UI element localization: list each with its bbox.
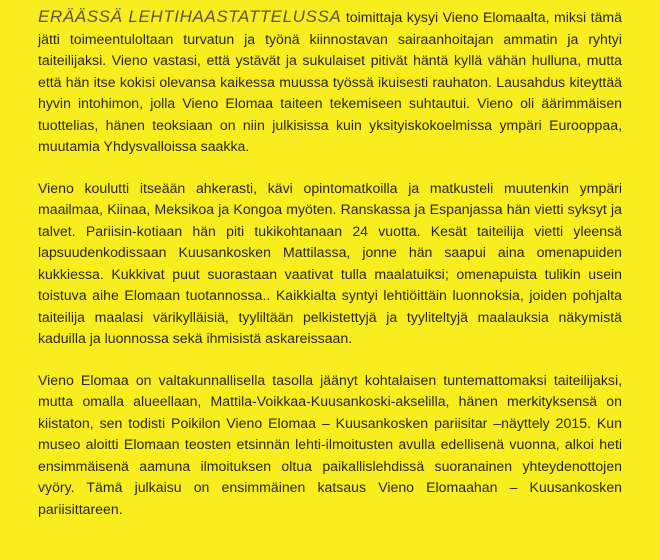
paragraph-2: Vieno koulutti itseään ahkerasti, kävi opintomatkoilla ja matkusteli muutenkin ympäri maailmaa, Kiinaa, Meksikoa ja Kongoa myöten. Ranskassa ja Espanjassa hän vietti syksyt ja talvet. Pariisin-kotiaan hän piti tukikohtanaan 24 vuotta. Kesät taiteilija vietti yleensä lapsuudenkodissaan Kuusankosken Mattilassa, jonne hän saapui aina omenapuiden kukkiessa. Kukkivat puut suorastaan vaativat tulla maalatuiksi; omenapuista tulikin usein toistuva aihe Elomaan tuotannossa.. Kaikkialta syntyi lehtiöittäin luonnoksia, joiden pohjalta taiteilija maalasi värikylläisiä, tyyliltään pelkistettyjä ja tyyliteltyjä maalauksia näkymistä kaduilla ja luonnossa sekä ihmisistä askareissaan. [38, 179, 622, 346]
paragraph-1 [38, 6, 622, 158]
lead-in-heading: ERÄÄSSÄ LEHTIHAASTATTELUSSA [38, 7, 342, 26]
paragraph-1-text: toimittaja kysyi Vieno Elomaalta, miksi tämä jätti toimeentuloltaan turvatun ja työnä kiinnostavan sairaanhoitajan ammatin ja ryhtyi taiteilijaksi. Vieno vastasi, että ystävät ja sukulaiset pitivät häntä kyllä vähän hulluna, mutta että hän itse kokisi olevansa kaikessa muussa työssä ikuisesti rauhaton. Lausahdus kiteyttää hyvin intohimon, jolla Vieno Elomaa taiteen tekemiseen suhtautui. Vieno oli äärimmäisen tuottelias, hänen teoksiaan on niin julkisissa kuin yksityiskokoelmissa ympäri Eurooppaa, muutamia Yhdysvalloissa saakka. [38, 9, 622, 154]
paragraph-3: Vieno Elomaa on valtakunnallisella tasolla jäänyt kohtalaisen tuntemattomaksi taiteilijaksi, mutta omalla alueellaan, Mattila-Voikkaa-Kuusankoski-akselilla, hänen merkityksensä on kiistaton, sen todisti Poikilon Vieno Elomaa – Kuusankosken pariisitar –näyttely 2015. Kun museo aloitti Elomaan teosten etsinnän lehti-ilmoitusten avulla edellisenä vuonna, alkoi heti ensimmäisenä aamuna ilmoituksen oltua paikallislehdissä suoranainen yhteydenottojen vyöry. Tämä julkaisu on ensimmäinen katsaus Vieno Elomaahan – Kuusankosken pariisittareen. [38, 371, 622, 517]
